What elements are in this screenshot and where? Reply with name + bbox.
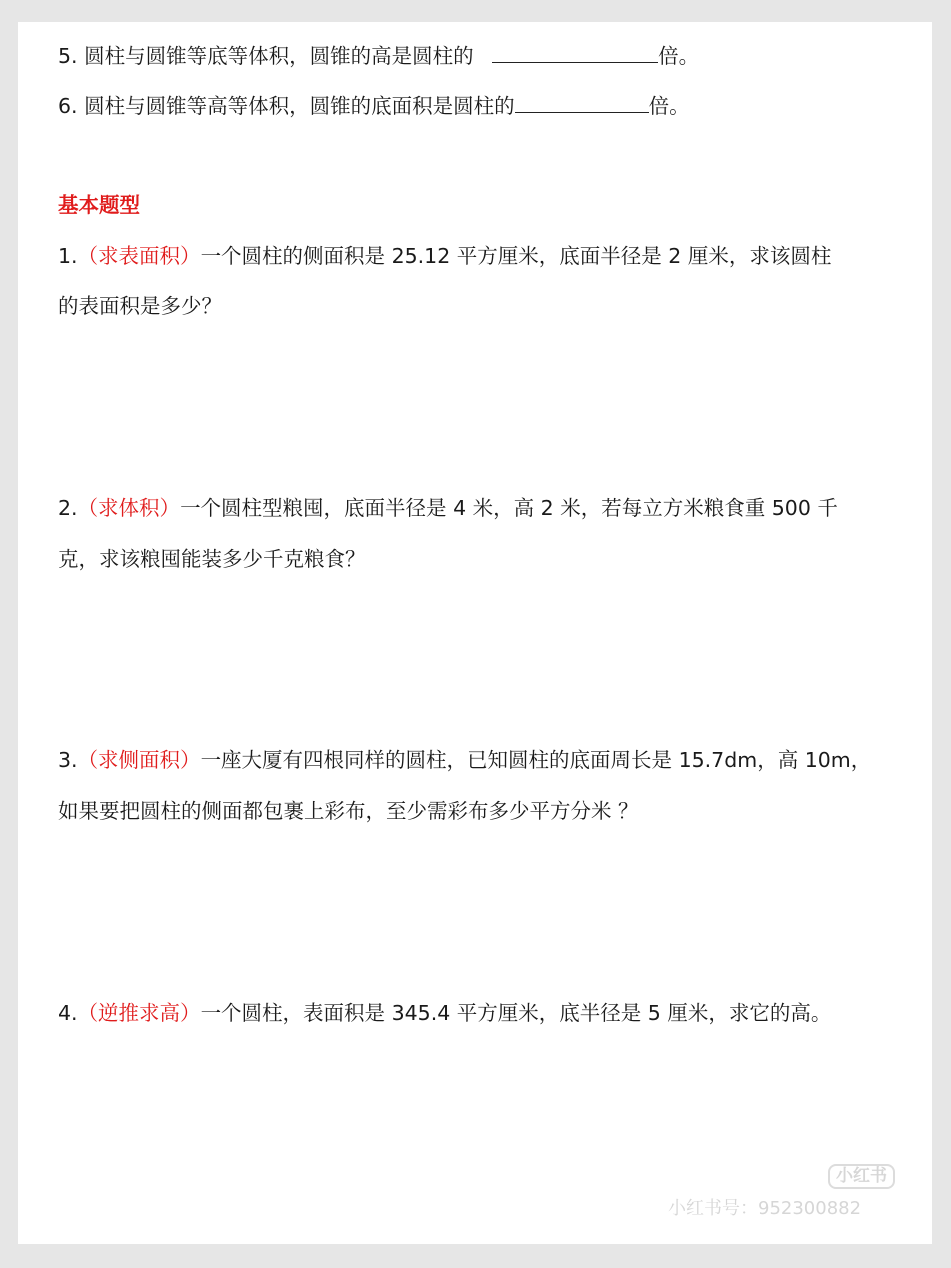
- problem-line: [58, 246, 831, 267]
- item-text: 圆柱与圆锥等底等体积，圆锥的高是圆柱的: [84, 44, 474, 68]
- item-suffix: 倍。: [648, 94, 690, 118]
- problem-tag: （求侧面积）: [77, 748, 201, 772]
- item-number: 5.: [58, 44, 78, 68]
- watermark-logo: 小红书: [828, 1164, 895, 1189]
- answer-area[interactable]: [58, 1037, 898, 1167]
- problem-tag: （求体积）: [77, 496, 181, 520]
- problem-line: [58, 1003, 831, 1024]
- item-text: 圆柱与圆锥等高等体积，圆锥的底面积是圆柱的: [84, 94, 515, 118]
- worksheet-page: [18, 22, 932, 1244]
- problem-line: [58, 498, 838, 519]
- answer-area[interactable]: [58, 322, 898, 462]
- problem-text: 一座大厦有四根同样的圆柱，已知圆柱的底面周长是 15.7dm，高 10m，: [200, 748, 872, 772]
- item-suffix: 倍。: [658, 44, 700, 68]
- watermark-id: 小红书号：952300882: [668, 1198, 862, 1219]
- problem-text: 一个圆柱型粮囤，底面半径是 4 米，高 2 米，若每立方米粮食重 500 千: [180, 496, 838, 520]
- problem-number: 3.: [58, 748, 78, 772]
- fill-blank-item-5: [58, 44, 699, 67]
- problem-number: 4.: [58, 1001, 78, 1025]
- problem-line-continued: 克，求该粮囤能装多少千克粮食？: [58, 547, 366, 571]
- section-title: 基本题型: [58, 193, 140, 217]
- fill-blank-item-6: [58, 94, 690, 117]
- problem-line-continued: 的表面积是多少？: [58, 294, 222, 318]
- answer-blank[interactable]: [492, 44, 658, 63]
- problem-line-continued: 如果要把圆柱的侧面都包裹上彩布，至少需彩布多少平方分米 ？: [58, 799, 639, 823]
- answer-blank[interactable]: [515, 94, 649, 113]
- answer-area[interactable]: [58, 830, 898, 980]
- problem-line: [58, 750, 871, 771]
- problem-tag: （逆推求高）: [77, 1001, 201, 1025]
- problem-text: 一个圆柱，表面积是 345.4 平方厘米，底半径是 5 厘米，求它的高。: [200, 1001, 832, 1025]
- problem-tag: （求表面积）: [77, 244, 201, 268]
- problem-number: 1.: [58, 244, 78, 268]
- answer-area[interactable]: [58, 577, 898, 727]
- problem-number: 2.: [58, 496, 78, 520]
- item-number: 6.: [58, 94, 78, 118]
- problem-text: 一个圆柱的侧面积是 25.12 平方厘米，底面半径是 2 厘米，求该圆柱: [200, 244, 832, 268]
